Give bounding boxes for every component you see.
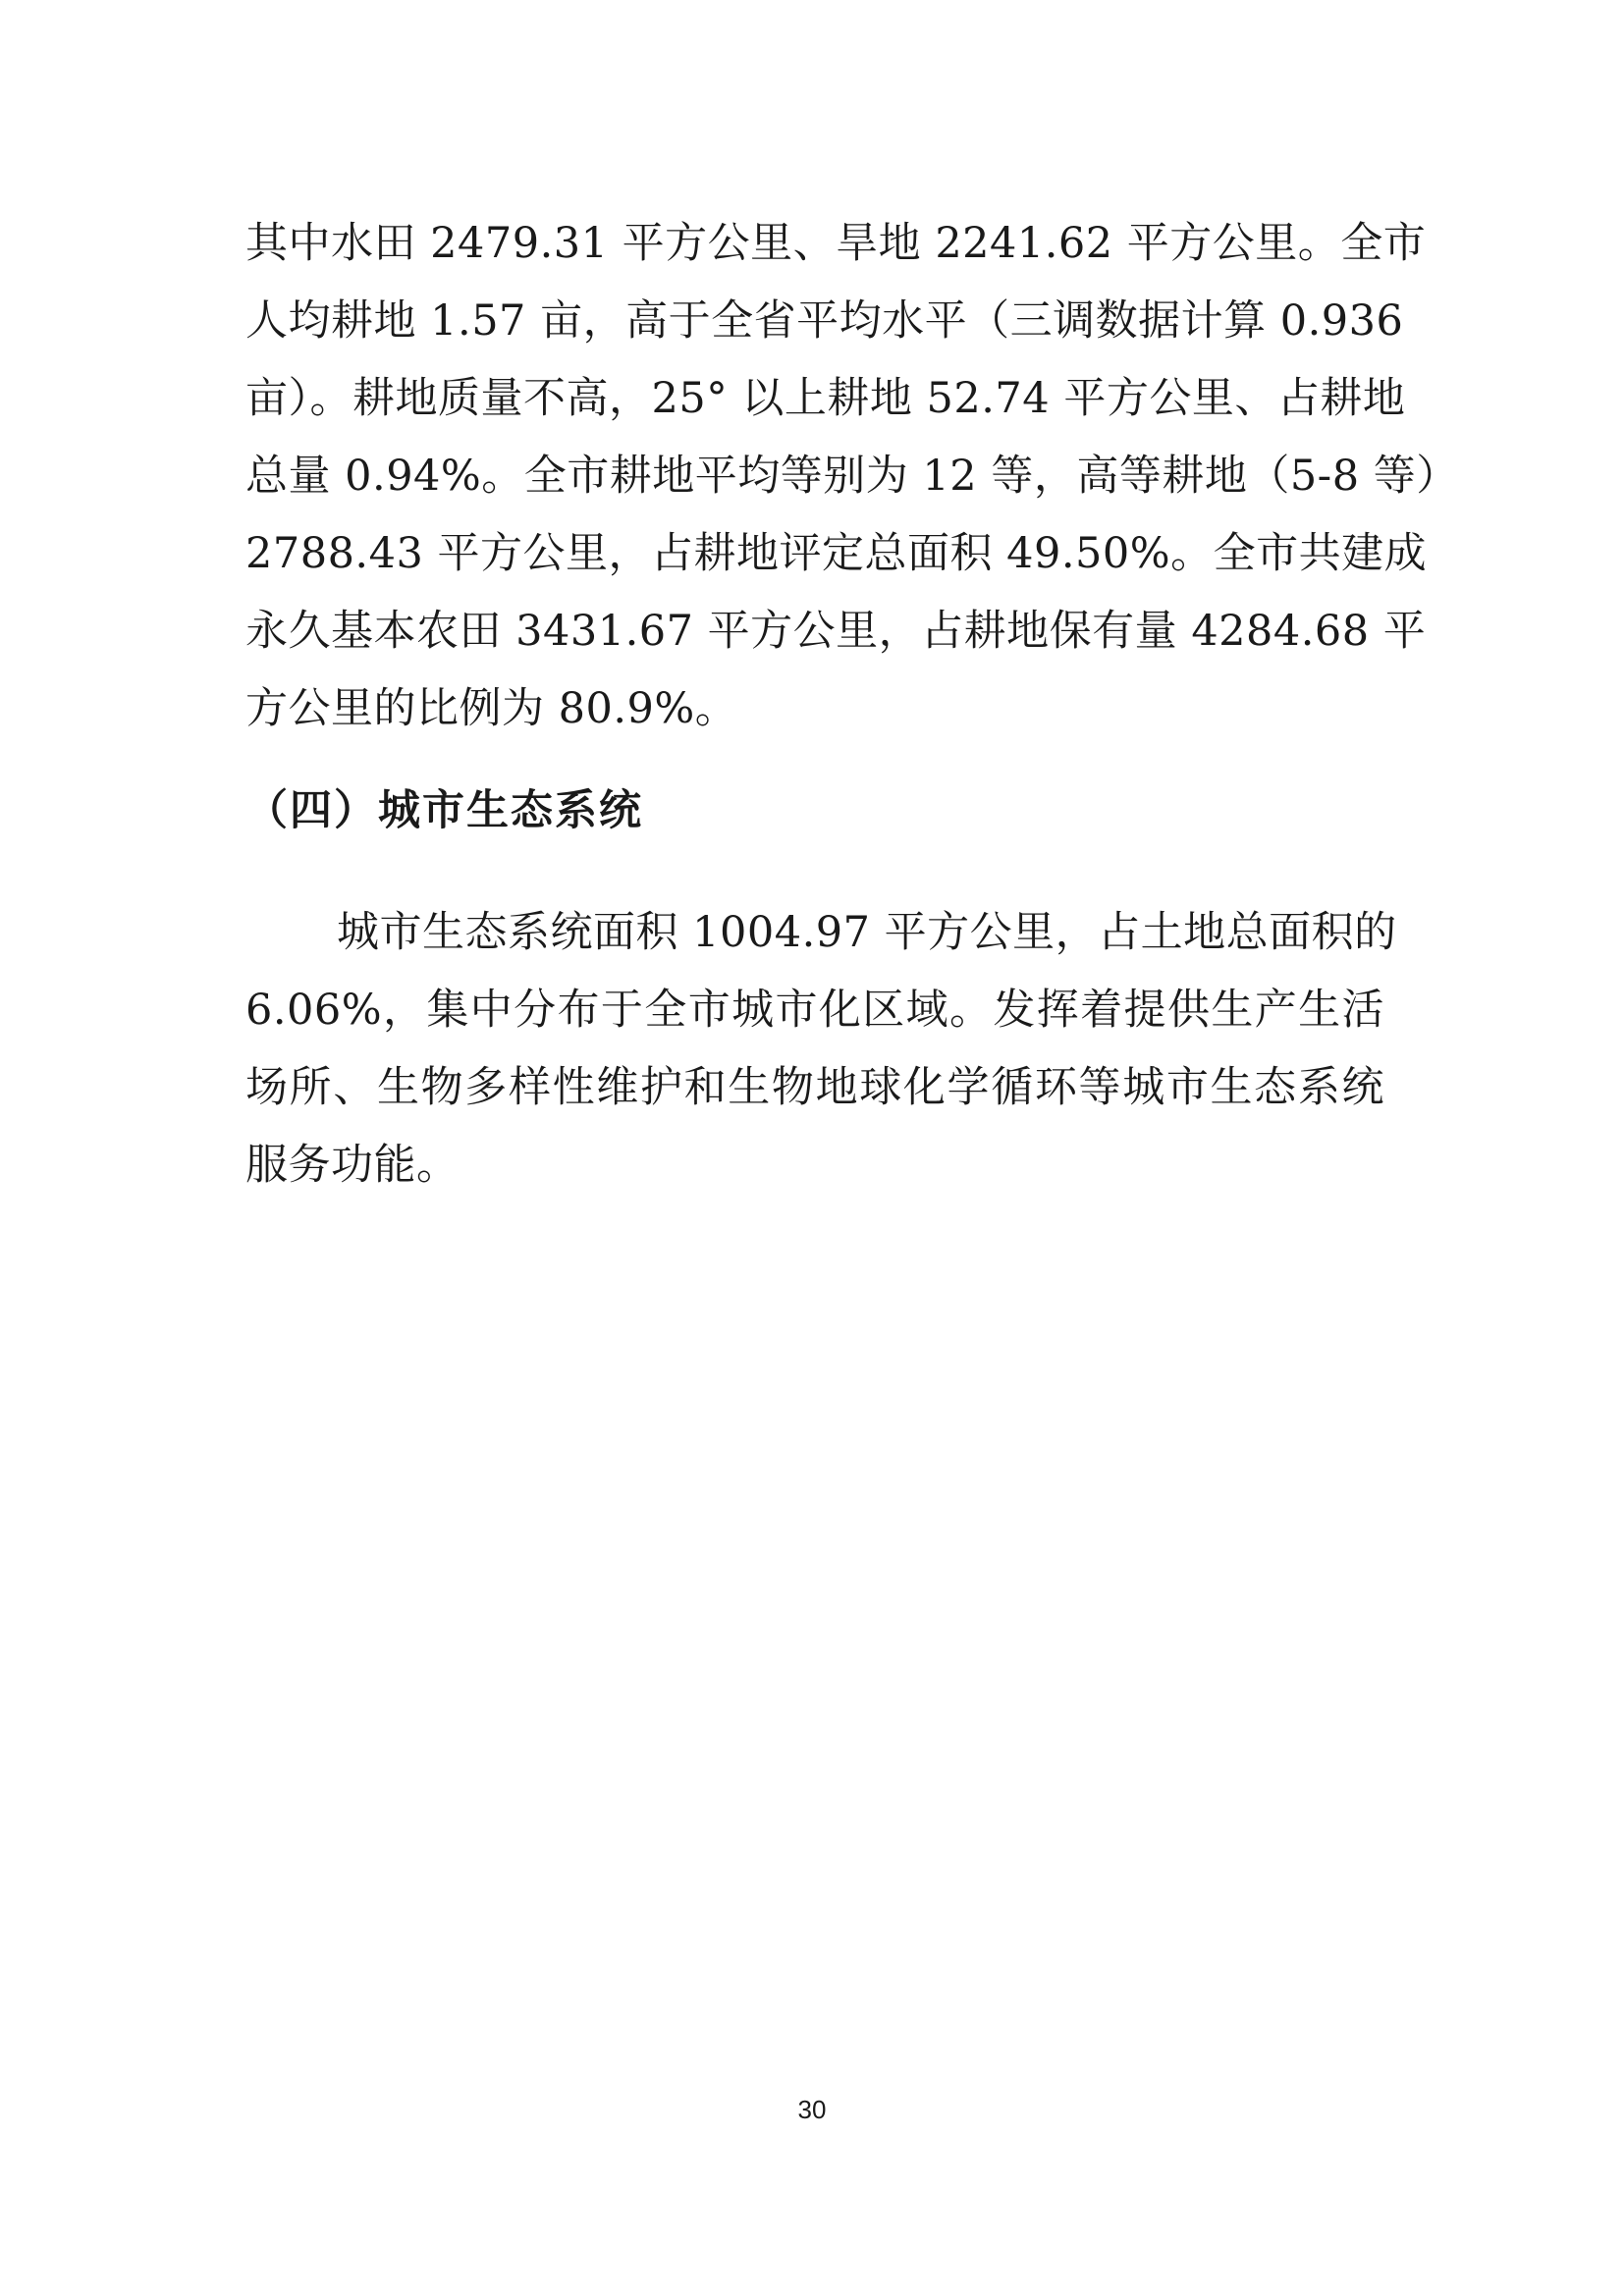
paragraph-1-line-6: 永久基本农田 3431.67 平方公里，占耕地保有量 4284.68 平 — [245, 607, 1427, 656]
paragraph-1-line-4: 总量 0.94%。全市耕地平均等别为 12 等，高等耕地（5-8 等） — [245, 452, 1459, 501]
paragraph-2-line-2: 6.06%，集中分布于全市城市化区域。发挥着提供生产生活 — [245, 986, 1384, 1035]
paragraph-1-line-5: 2788.43 平方公里，占耕地评定总面积 49.50%。全市共建成 — [245, 529, 1428, 578]
paragraph-1-line-1: 其中水田 2479.31 平方公里、旱地 2241.62 平方公里。全市 — [245, 219, 1427, 268]
paragraph-2-line-3: 场所、生物多样性维护和生物地球化学循环等城市生态系统 — [245, 1063, 1384, 1112]
section-heading: （四）城市生态系统 — [245, 786, 643, 835]
paragraph-2-line-1: 城市生态系统面积 1004.97 平方公里，占土地总面积的 — [337, 908, 1397, 957]
paragraph-1-line-2: 人均耕地 1.57 亩，高于全省平均水平（三调数据计算 0.936 — [245, 296, 1404, 346]
paragraph-1-line-3: 亩）。耕地质量不高，25° 以上耕地 52.74 平方公里、占耕地 — [245, 374, 1406, 423]
paragraph-2-line-4: 服务功能。 — [245, 1141, 460, 1190]
page-number: 30 — [797, 2095, 827, 2124]
paragraph-1-line-7: 方公里的比例为 80.9%。 — [245, 684, 738, 733]
